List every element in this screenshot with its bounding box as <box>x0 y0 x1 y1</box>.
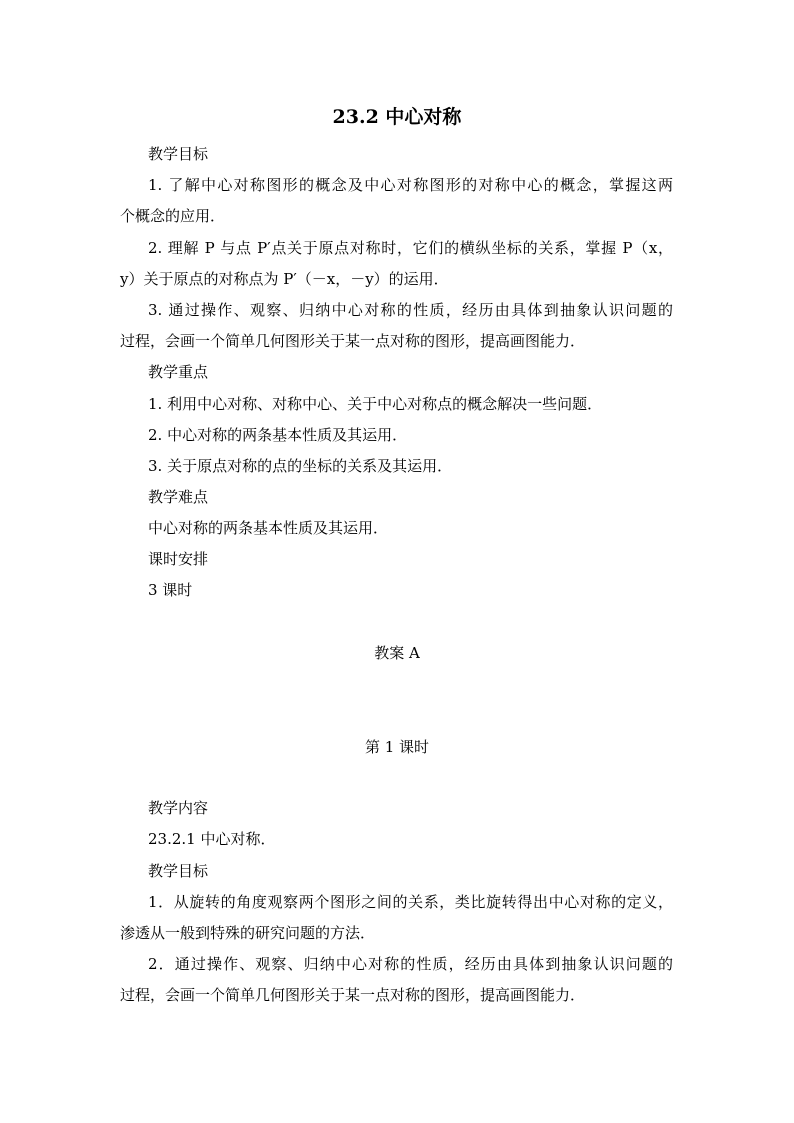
objective-text: 3. 通过操作、观察、归纳中心对称的性质，经历由具体到抽象认识问题的 <box>148 301 673 319</box>
objective-text: 1．从旋转的角度观察两个图形之间的关系，类比旋转得出中心对称的定义， <box>148 893 673 911</box>
key-points-heading: 教学重点 <box>148 363 209 381</box>
plan-a-heading: 教案 A <box>374 644 420 662</box>
objective-text: y）关于原点的对称点为 P′（－x，－y）的运用． <box>120 270 449 288</box>
objective-text: 1. 了解中心对称图形的概念及中心对称图形的对称中心的概念，掌握这两 <box>148 176 673 194</box>
objective-text: 过程，会画一个简单几何图形关于某一点对称的图形，提高画图能力． <box>120 986 586 1004</box>
objective-text: 2．通过操作、观察、归纳中心对称的性质，经历由具体到抽象认识问题的 <box>148 955 673 973</box>
content-text: 23.2.1 中心对称． <box>148 830 276 848</box>
objective-text: 2. 理解 P 与点 P′点关于原点对称时，它们的横纵坐标的关系，掌握 P（x， <box>148 239 673 257</box>
objective-text: 过程，会画一个简单几何图形关于某一点对称的图形，提高画图能力． <box>120 332 586 350</box>
lesson-objectives-heading: 教学目标 <box>148 862 209 880</box>
difficulties-heading: 教学难点 <box>148 488 209 506</box>
objective-text: 个概念的应用． <box>120 207 226 225</box>
schedule-heading: 课时安排 <box>148 550 209 568</box>
key-point-text: 1. 利用中心对称、对称中心、关于中心对称点的概念解决一些问题． <box>148 395 603 413</box>
lesson-1-heading: 第 1 课时 <box>364 738 430 756</box>
content-heading: 教学内容 <box>148 799 209 817</box>
objectives-heading: 教学目标 <box>148 145 209 163</box>
page-title: 23.2 中心对称 <box>332 106 462 128</box>
key-point-text: 3. 关于原点对称的点的坐标的关系及其运用． <box>148 457 453 475</box>
objective-text: 渗透从一般到特殊的研究问题的方法． <box>120 924 376 942</box>
key-point-text: 2. 中心对称的两条基本性质及其运用． <box>148 426 408 444</box>
schedule-text: 3 课时 <box>148 581 193 599</box>
difficulty-text: 中心对称的两条基本性质及其运用． <box>148 519 389 537</box>
